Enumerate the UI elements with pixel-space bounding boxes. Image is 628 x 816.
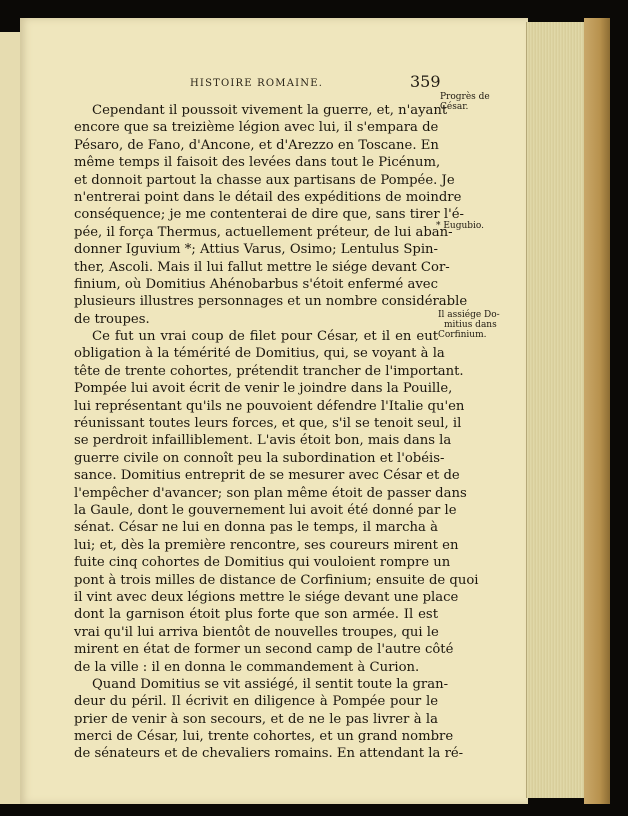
margin-note-assiege xyxy=(438,310,500,340)
text-line: Ce fut un vrai coup de filet pour César, et il en eut xyxy=(92,329,438,345)
text-line: vrai qu'il lui arriva bientôt de nouvelles troupes, qui le xyxy=(74,624,439,640)
text-line: de sénateurs et de chevaliers romains. En attendant la ré- xyxy=(74,746,464,762)
text-line: de troupes. xyxy=(74,311,150,327)
text-line: ther, Ascoli. Mais il lui fallut mettre le siége devant Cor- xyxy=(74,259,450,275)
margin-note-line: César. xyxy=(440,102,469,112)
margin-note-line: Corfinium. xyxy=(438,330,487,340)
text-line: sance. Domitius entreprit de se mesurer avec César et de xyxy=(74,468,460,484)
running-title: HISTOIRE ROMAINE. xyxy=(190,78,324,89)
text-line: dont la garnison étoit plus forte que son armée. Il est xyxy=(74,607,438,623)
text-line: guerre civile on connoît peu la subordination et l'obéis- xyxy=(74,450,445,466)
text-line: de la ville : il en donna le commandement à Curion. xyxy=(74,659,420,675)
text-line: plusieurs illustres personnages et un nombre considérable xyxy=(74,294,468,310)
text-line: encore que sa treizième légion avec lui, il s'empara de xyxy=(74,120,439,136)
page-header xyxy=(20,72,528,94)
text-line: deur du péril. Il écrivit en diligence à Pompée pour le xyxy=(74,694,438,710)
text-line: lui représentant qu'ils ne pouvoient défendre l'Italie qu'en xyxy=(74,398,465,414)
margin-note-line: * Eugubio. xyxy=(436,221,485,231)
text-line: sénat. César ne lui en donna pas le temps, il marcha à xyxy=(74,520,438,536)
text-line: réunissant toutes leurs forces, et que, s'il se tenoit seul, il xyxy=(74,416,462,432)
text-line: n'entrerai point dans le détail des expéditions de moindre xyxy=(74,189,462,205)
margin-note-line: Il assiége Do- xyxy=(438,310,500,320)
text-line: pée, il força Thermus, actuellement préteur, de lui aban- xyxy=(74,224,453,240)
text-line: Pésaro, de Fano, d'Ancone, et d'Arezzo en Toscane. En xyxy=(74,137,439,153)
margin-note-line: mitius dans xyxy=(444,320,497,330)
book-page xyxy=(20,18,528,804)
text-line: pont à trois milles de distance de Corfinium; ensuite de quoi xyxy=(74,572,479,588)
margin-note-eugubio xyxy=(436,221,484,231)
text-line: fuite cinq cohortes de Domitius qui vouloient rompre un xyxy=(74,555,451,571)
text-line: obligation à la témérité de Domitius, qui, se voyant à la xyxy=(74,346,445,362)
text-line: conséquence; je me contenterai de dire que, sans tirer l'é- xyxy=(74,207,464,223)
text-line: la Gaule, dont le gouvernement lui avoit été donné par le xyxy=(74,502,457,518)
page-block-edge xyxy=(526,22,585,798)
text-line: Quand Domitius se vit assiégé, il sentit toute la gran- xyxy=(92,676,449,692)
text-line: Pompée lui avoit écrit de venir le joindre dans la Pouille, xyxy=(74,381,453,397)
text-line: il vint avec deux légions mettre le siége devant une place xyxy=(74,589,459,605)
text-line: lui; et, dès la première rencontre, ses coureurs mirent en xyxy=(74,537,459,553)
text-line: finium, où Domitius Ahénobarbus s'étoit enfermé avec xyxy=(74,276,438,292)
text-line: tête de trente cohortes, prétendit trancher de l'important. xyxy=(74,363,464,379)
text-line: même temps il faisoit des levées dans tout le Picénum, xyxy=(74,155,441,171)
margin-note-progres xyxy=(440,92,490,112)
text-line: et donnoit partout la chasse aux partisans de Pompée. Je xyxy=(74,172,455,188)
book-cover-edge xyxy=(584,18,610,804)
margin-note-line: Progrès de xyxy=(440,92,490,102)
text-line: se perdroit infailliblement. L'avis étoit bon, mais dans la xyxy=(74,433,452,449)
book xyxy=(0,18,610,804)
text-line: merci de César, lui, trente cohortes, et un grand nombre xyxy=(74,729,454,745)
text-line: Cependant il poussoit vivement la guerre, et, n'ayant xyxy=(92,103,448,118)
text-line: donner Iguvium *; Attius Varus, Osimo; Lentulus Spin- xyxy=(74,242,438,258)
page-number: 359 xyxy=(410,72,441,91)
text-line: l'empêcher d'avancer; son plan même étoit de passer dans xyxy=(74,485,467,501)
text-line: prier de venir à son secours, et de ne le pas livrer à la xyxy=(74,711,438,727)
text-line: mirent en état de former un second camp de l'autre côté xyxy=(74,642,454,658)
